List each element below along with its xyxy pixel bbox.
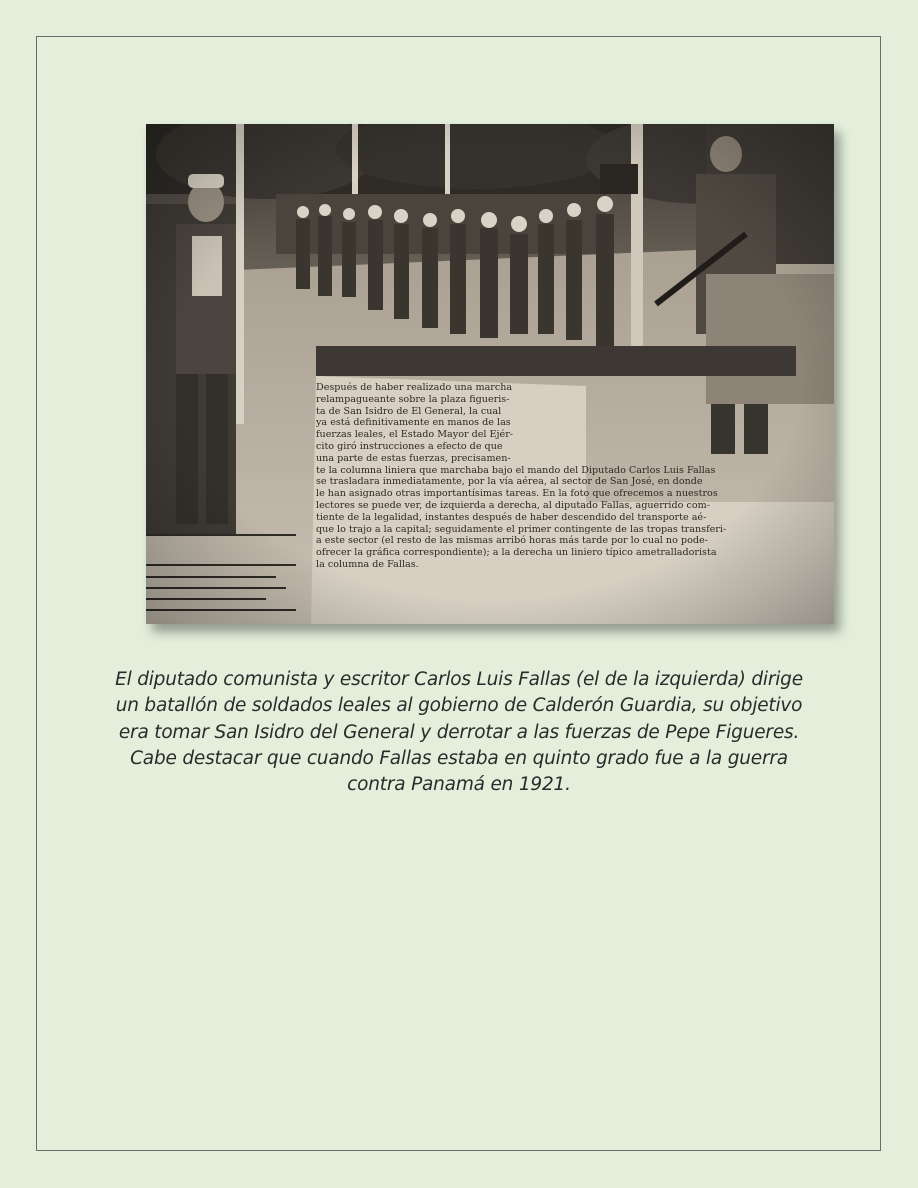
caption-paragraph: El diputado comunista y escritor Carlos Luis Fallas (el de la izquierda) dirige un batallón de soldados leales al gobierno de Calderón Guardia, su objetivo era tomar San Isidro del General y derrotar a las fuerzas de Pepe Figueres. [115, 669, 803, 743]
clipping-line: Después de haber realizado una marcha [316, 382, 513, 393]
clipping-line: que lo trajo a la capital; seguidamente el primer contingente de las tropas transferi- [316, 523, 727, 535]
caption-paragraph: Cabe destacar que cuando Fallas estaba en quinto grado fue a la guerra contra Panamá en 1921. [130, 747, 788, 796]
clipping-line: ya está definitivamente en manos de las [316, 417, 511, 429]
clipping-line: fuerzas leales, el Estado Mayor del Ejér- [316, 429, 514, 441]
clipping-line: le han asignado otras importantísimas tareas. En la foto que ofrecemos a nuestros [316, 488, 718, 500]
clipping-line: a este sector (el resto de las mismas arribó horas más tarde por lo cual no pode- [316, 535, 708, 547]
clipping-line: ta de San Isidro de El General, la cual [316, 405, 502, 417]
clipping-line: relampagueante sobre la plaza figueris- [316, 393, 510, 405]
clipping-line: cito giró instrucciones a efecto de que [316, 440, 503, 452]
photo-caption [110, 667, 808, 798]
clipping-line: la columna de Fallas. [316, 558, 419, 570]
clipping-line: te la columna liniera que marchaba bajo el mando del Diputado Carlos Luis Fallas [316, 464, 716, 476]
clipping-line: tiente de la legalidad, instantes después de haber descendido del transporte aé- [316, 511, 707, 523]
clipping-line: se trasladara inmediatamente, por la vía aérea, al sector de San José, en donde [316, 476, 703, 488]
newspaper-photo [146, 124, 834, 624]
clipping-line: una parte de estas fuerzas, precisamen- [316, 452, 511, 464]
clipping-line: lectores se puede ver, de izquierda a derecha, al diputado Fallas, aguerrido com- [316, 499, 710, 511]
newspaper-clipping-text [316, 382, 834, 624]
clipping-line: ofrecer la gráfica correspondiente); a la derecha un liniero típico ametralladorista [316, 547, 717, 559]
